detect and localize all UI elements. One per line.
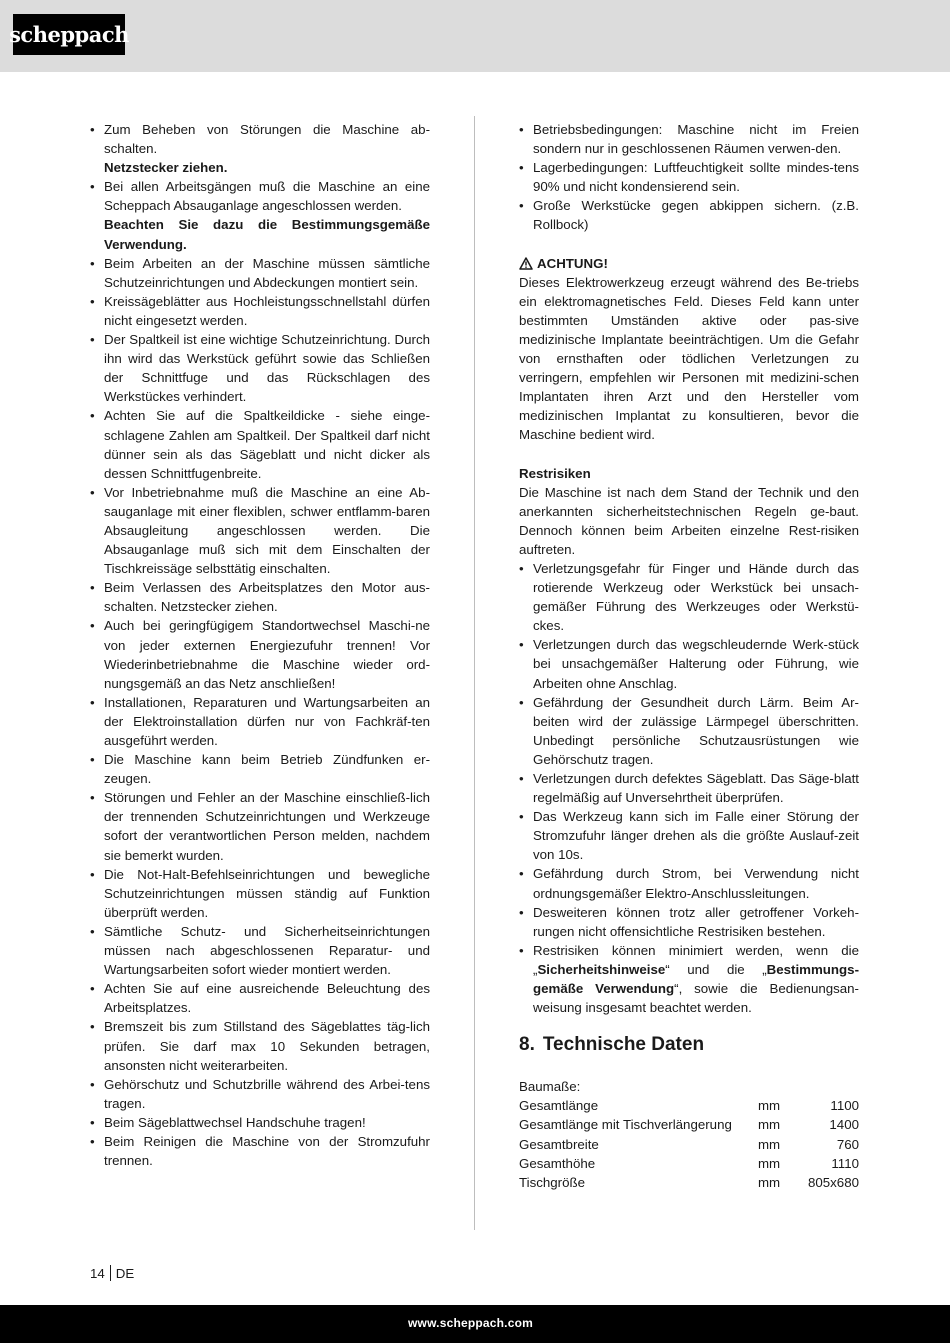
conditions-list	[519, 120, 859, 235]
warning-text: Dieses Elektrowerkzeug erzeugt während des Be-triebs ein elektromagnetisches Feld. Dieses Feld kann unter bestimmten Umständen aktive oder pas-sive medizinische Implantate beeinträchtigen. Um die Gefahr von ernsthaften oder tödlichen Verletzungen zu verringern, empfehlen wir Personen mit medizini-schen Implantaten ihren Arzt und den Hersteller vom medizinischen Implantat zu konsultieren, bevor die Maschine bedient wird.	[519, 274, 859, 443]
list-item: • Vor Inbetriebnahme muß die Maschine an eine Ab-sauganlage mit einer flexiblen, schwer entflamm-baren Absaugleitung angeschlossen werden. Die Absauganlage muß sich mit dem Einschalten der Tischkreissäge selbsttätig einschalten.	[90, 483, 430, 578]
list-item: • Der Spaltkeil ist eine wichtige Schutzeinrichtung. Durch ihn wird das Werkstück geführt sowie das Schließen der Schnittfuge und das Rückschlagen des Werkstückes verhindert.	[90, 330, 430, 406]
residual-risks-intro: Die Maschine ist nach dem Stand der Technik und den anerkannten sicherheitstechnischen Regeln ge-baut. Dennoch können beim Arbeiten einzelne Rest-risiken auftreten.	[519, 484, 859, 557]
list-item: • Achten Sie auf die Spaltkeildicke - siehe einge-schlagene Zahlen am Spaltkeil. Der Spaltkeil darf nicht dünner sein als das Sägeblatt und nicht dicker als dessen Schnittfugenbreite.	[90, 406, 430, 482]
brand-logo: scheppach	[13, 14, 125, 55]
list-item: • Sämtliche Schutz- und Sicherheitseinrichtungen müssen nach abgeschlossenen Reparatur- und Wartungsarbeiten sofort wieder montiert werden.	[90, 922, 430, 979]
left-column	[90, 120, 430, 1170]
page-number: 14	[90, 1265, 105, 1281]
list-item: • Restrisiken können minimiert werden, wenn die „Sicherheitshinweise“ und die „Bestimmungs-gemäße Verwendung“, sowie die Bedienungsan-weisung insgesamt beachtet werden.	[519, 941, 859, 1017]
page-header	[0, 0, 950, 72]
list-item: • Beim Reinigen die Maschine von der Stromzufuhr trennen.	[90, 1132, 430, 1170]
list-item: • Beim Arbeiten an der Maschine müssen sämtliche Schutzeinrichtungen und Abdeckungen montiert sein.	[90, 254, 430, 292]
list-item: • Installationen, Reparaturen und Wartungsarbeiten an der Elektroinstallation dürfen nur von Fachkräf-ten ausgeführt werden.	[90, 693, 430, 750]
list-item: • Desweiteren können trotz aller getroffener Vorkeh-rungen nicht offensichtliche Restrisiken bestehen.	[519, 903, 859, 941]
list-item: • Bei allen Arbeitsgängen muß die Maschine an eine Scheppach Absauganlage angeschlossen werden. Beachten Sie dazu die Bestimmungsgemäße Verwendung.	[90, 177, 430, 253]
list-item: • Beim Sägeblattwechsel Handschuhe tragen!	[90, 1113, 430, 1132]
list-item: • Die Maschine kann beim Betrieb Zündfunken er-zeugen.	[90, 750, 430, 788]
list-item: • Große Werkstücke gegen abkippen sichern. (z.B. Rollbock)	[519, 196, 859, 234]
list-item: • Zum Beheben von Störungen die Maschine ab-schalten. Netzstecker ziehen.	[90, 120, 430, 177]
list-item: • Achten Sie auf eine ausreichende Beleuchtung des Arbeitsplatzes.	[90, 979, 430, 1017]
list-item: • Das Werkzeug kann sich im Falle einer Störung der Stromzufuhr länger drehen als die größte Auslauf-zeit von 10s.	[519, 807, 859, 864]
table-row: Tischgröße mm 805x680	[519, 1174, 859, 1190]
list-item: • Störungen und Fehler an der Maschine einschließ-lich der trennenden Schutzeinrichtungen und Werkzeuge sofort der verantwortlichen Person melden, nachdem sie bemerkt wurden.	[90, 788, 430, 864]
language-code: DE	[115, 1265, 135, 1281]
residual-risks-list	[519, 559, 859, 1017]
warning-heading: ACHTUNG!	[519, 254, 859, 273]
list-item: • Beim Verlassen des Arbeitsplatzes den Motor aus-schalten. Netzstecker ziehen.	[90, 578, 430, 616]
list-item: • Die Not-Halt-Befehlseinrichtungen und bewegliche Schutzeinrichtungen müssen ständig auf Funktion überprüft werden.	[90, 865, 430, 922]
technical-data-table	[519, 1096, 859, 1191]
list-item: • Gefährdung der Gesundheit durch Lärm. Beim Ar-beiten wird der zulässige Lärmpegel überschritten. Unbedingt persönliche Schutzausrüstungen wie Gehörschutz tragen.	[519, 693, 859, 769]
table-row: Gesamtlänge mm 1100	[519, 1098, 859, 1114]
warning-triangle-icon	[519, 257, 533, 270]
list-item: • Gefährdung durch Strom, bei Verwendung nicht ordnungsgemäßer Elektro-Anschlussleitungen.	[519, 864, 859, 902]
column-divider	[474, 116, 475, 1230]
section-heading-technical-data: 8. Technische Daten	[519, 1034, 705, 1056]
right-column	[519, 120, 859, 1192]
list-item: • Bremszeit bis zum Stillstand des Sägeblattes täg-lich prüfen. Sie darf max 10 Sekunden betragen, ansonsten nicht weiterarbeiten.	[90, 1017, 430, 1074]
list-item: • Verletzungen durch das wegschleudernde Werk-stück bei unsachgemäßer Halterung oder Führung, wie Arbeiten ohne Anschlag.	[519, 635, 859, 692]
safety-list	[90, 120, 430, 1170]
list-item: • Kreissägeblätter aus Hochleistungsschnellstahl dürfen nicht eingesetzt werden.	[90, 292, 430, 330]
list-item: • Betriebsbedingungen: Maschine nicht im Freien sondern nur in geschlossenen Räumen verwen-den.	[519, 120, 859, 158]
residual-risks-heading: Restrisiken	[519, 465, 591, 481]
website-url: www.scheppach.com	[408, 1316, 533, 1330]
list-item: • Gehörschutz und Schutzbrille während des Arbei-tens tragen.	[90, 1075, 430, 1113]
list-item: • Verletzungen durch defektes Sägeblatt. Das Säge-blatt regelmäßig auf Unversehrtheit überprüfen.	[519, 769, 859, 807]
table-row: Gesamtbreite mm 760	[519, 1136, 859, 1152]
footer-separator	[110, 1265, 111, 1281]
footer-bar	[0, 1305, 950, 1343]
table-row: Gesamtlänge mit Tischverlängerung mm 1400	[519, 1117, 859, 1133]
list-item: • Verletzungsgefahr für Finger und Hände durch das rotierende Werkzeug oder Werkstück bei unsach-gemäßer Führung des Werkzeuges oder Werkstü-ckes.	[519, 559, 859, 635]
table-row: Gesamthöhe mm 1110	[519, 1155, 859, 1171]
list-item: • Auch bei geringfügigem Standortwechsel Maschi-ne von jeder externen Energiezufuhr trennen! Vor Wiederinbetriebnahme die Maschine wieder ord-nungsgemäß an das Netz anschließen!	[90, 616, 430, 692]
list-item: • Lagerbedingungen: Luftfeuchtigkeit sollte mindes-tens 90% und nicht kondensierend sein.	[519, 158, 859, 196]
dimensions-label: Baumaße:	[519, 1079, 581, 1095]
page-footer-info	[90, 1265, 134, 1281]
